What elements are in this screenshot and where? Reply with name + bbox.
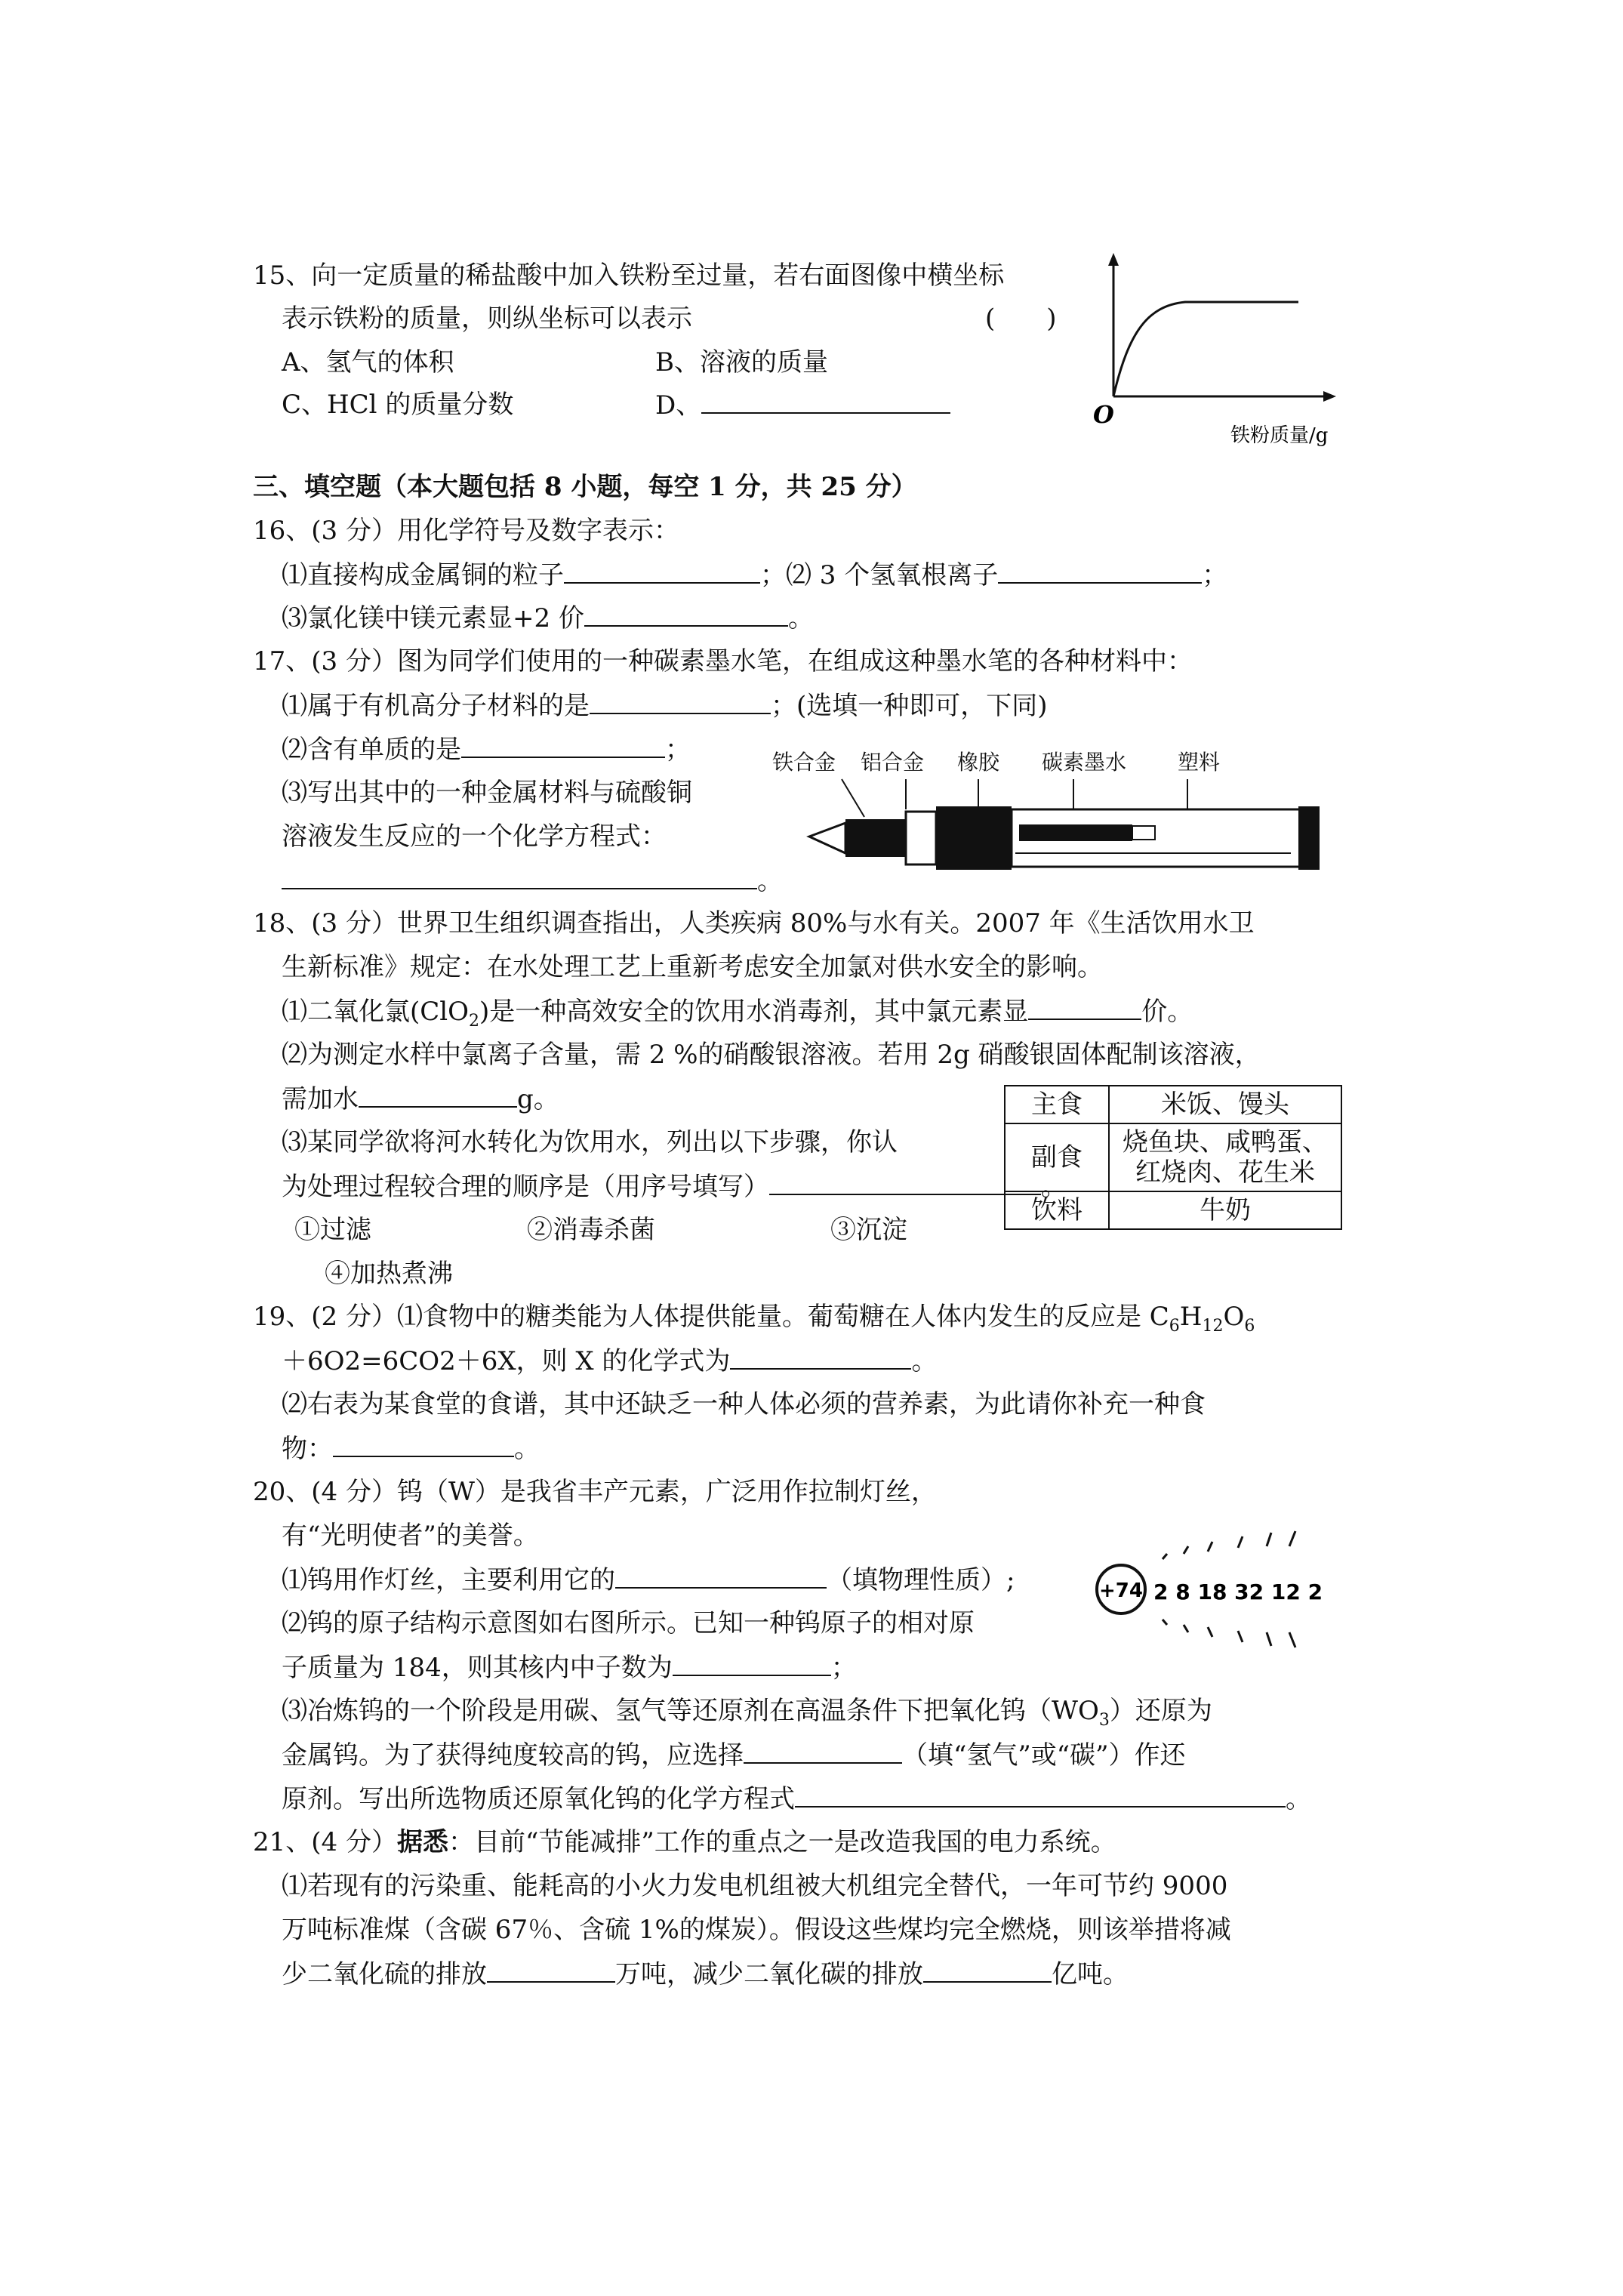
pen-ink-tube bbox=[1019, 824, 1132, 841]
q20-part2a: ⑵钨的原子结构示意图如右图所示。已知一种钨原子的相对原 bbox=[282, 1608, 975, 1638]
q15-blank-d[interactable] bbox=[701, 390, 950, 414]
q18-line1: 18、(3 分）世界卫生组织调查指出，人类疾病 80%与水有关。2007 年《生活饮用水卫 bbox=[253, 908, 1255, 938]
graph-origin-label: O bbox=[1093, 400, 1114, 429]
pen-label-ink: 碳素墨水 bbox=[1042, 750, 1127, 775]
menu-row-side bbox=[1005, 1123, 1341, 1191]
q20-line2: 有“光明使者”的美誉。 bbox=[282, 1521, 539, 1551]
q15-option-a: A、氢气的体积 bbox=[282, 347, 454, 378]
q15-answer-paren: ( ) bbox=[985, 304, 1057, 334]
graph-x-label: 铁粉质量/g bbox=[1230, 424, 1329, 447]
pen-aluminum-section bbox=[906, 812, 936, 864]
q20-blank-1[interactable] bbox=[615, 1564, 827, 1589]
q16-blank-1[interactable] bbox=[564, 559, 760, 584]
q21-blank-1[interactable] bbox=[487, 1959, 615, 1983]
q20-part1: ⑴钨用作灯丝，主要利用它的 （填物理性质）; bbox=[282, 1565, 1015, 1595]
q17-stem: 17、(3 分）图为同学们使用的一种碳素墨水笔，在组成这种墨水笔的各种材料中： bbox=[253, 646, 1193, 676]
q18-step1: ①过滤 bbox=[294, 1215, 371, 1245]
menu-table bbox=[1004, 1085, 1342, 1230]
q15-option-b: B、溶液的质量 bbox=[655, 347, 828, 378]
menu-cell-side-label: 副食 bbox=[1005, 1123, 1109, 1191]
q20-line1: 20、(4 分）钨（W）是我省丰产元素，广泛用作拉制灯丝， bbox=[253, 1477, 937, 1507]
pen-tip bbox=[809, 823, 845, 853]
q18-step4: ④加热煮沸 bbox=[325, 1259, 453, 1289]
q16-blank-2[interactable] bbox=[998, 559, 1202, 584]
q19-line2: ＋6O2=6CO2＋6X，则 X 的化学式为 。 bbox=[282, 1346, 938, 1376]
q18-blank-1[interactable] bbox=[1028, 996, 1141, 1020]
pen-iron-section bbox=[845, 819, 906, 857]
q18-part3a: ⑶某同学欲将河水转化为饮用水，列出以下步骤，你认 bbox=[282, 1127, 898, 1157]
q21-line4: 少二氧化硫的排放 万吨，减少二氧化碳的排放 亿吨。 bbox=[282, 1959, 1129, 1989]
q16-part1: ⑴直接构成金属铜的粒子 ；⑵ 3 个氢氧根离子 ； bbox=[282, 560, 1228, 590]
q20-blank-3[interactable] bbox=[744, 1740, 902, 1764]
q15-graph bbox=[1087, 249, 1359, 453]
q18-part3b: 为处理过程较合理的顺序是（用序号填写） 。 bbox=[282, 1172, 1067, 1202]
graph-y-arrow-icon bbox=[1108, 253, 1119, 266]
q19-part2-answer: 物： 。 bbox=[282, 1434, 540, 1464]
q19-part2: ⑵右表为某食堂的食谱，其中还缺乏一种人体必须的营养素，为此请你补充一种食 bbox=[282, 1389, 1206, 1419]
q17-part3b: 溶液发生反应的一个化学方程式： bbox=[282, 821, 667, 852]
q21-line2: ⑴若现有的污染重、能耗高的小火力发电机组被大机组完全替代，一年可节约 9000 bbox=[282, 1871, 1228, 1901]
q18-blank-3[interactable] bbox=[769, 1171, 1041, 1195]
q21-line3: 万吨标准煤（含碳 67％、含硫 1%的煤炭）。假设这些煤均完全燃烧，则该举措将减 bbox=[282, 1915, 1231, 1945]
q17-blank-2[interactable] bbox=[461, 734, 665, 758]
q16-blank-3[interactable] bbox=[584, 603, 788, 627]
q20-blank-2[interactable] bbox=[673, 1652, 831, 1676]
q20-blank-4[interactable] bbox=[795, 1783, 1286, 1808]
section3-title: 三、填空题（本大题包括 8 小题，每空 1 分，共 25 分） bbox=[253, 472, 917, 502]
q18-blank-2[interactable] bbox=[359, 1083, 517, 1108]
q16-part3: ⑶氯化镁中镁元素显+2 价 。 bbox=[282, 603, 814, 633]
q18-part2: ⑵为测定水样中氯离子含量，需 2 %的硝酸银溶液。若用 2g 硝酸银固体配制该溶液， bbox=[282, 1040, 1261, 1070]
pen-label-plastic: 塑料 bbox=[1178, 750, 1221, 775]
q17-blank-3[interactable] bbox=[282, 865, 757, 889]
menu-cell-staple-label: 主食 bbox=[1005, 1086, 1109, 1123]
q15-option-c: C、HCl 的质量分数 bbox=[282, 390, 514, 420]
menu-cell-side-value: 烧鱼块、咸鸭蛋、红烧肉、花生米 bbox=[1109, 1123, 1341, 1191]
q19-line1: 19、(2 分）⑴食物中的糖类能为人体提供能量。葡萄糖在人体内发生的反应是 $C_6H_{12}O_6$ bbox=[253, 1302, 1255, 1336]
tungsten-atom-diagram bbox=[1087, 1525, 1329, 1653]
menu-cell-drink-value: 牛奶 bbox=[1109, 1191, 1341, 1229]
pen-label-iron-alloy: 铁合金 bbox=[772, 750, 836, 775]
q20-part3a: ⑶冶炼钨的一个阶段是用碳、氢气等还原剂在高温条件下把氧化钨$(WO_3)$还原为 bbox=[282, 1696, 1212, 1730]
atom-shell-counts: 2 8 18 32 12 2 bbox=[1153, 1579, 1323, 1604]
q17-part3-answer: 。 bbox=[282, 865, 783, 896]
q20-part2b: 子质量为 184，则其核内中子数为 ； bbox=[282, 1653, 857, 1683]
q18-step2: ②消毒杀菌 bbox=[527, 1215, 655, 1245]
q17-part2: ⑵含有单质的是 ； bbox=[282, 735, 691, 765]
q21-line1: 21、(4 分）据悉：目前“节能减排”工作的重点之一是改造我国的电力系统。 bbox=[253, 1827, 1116, 1857]
menu-cell-staple-value: 米饭、馒头 bbox=[1109, 1086, 1341, 1123]
q18-part2-answer: 需加水 g。 bbox=[282, 1084, 559, 1114]
q20-part3b: 金属钨。为了获得纯度较高的钨，应选择 （填“氢气”或“碳”）作还 bbox=[282, 1740, 1186, 1771]
pen-illustration bbox=[800, 778, 1329, 876]
q21-blank-2[interactable] bbox=[923, 1959, 1052, 1983]
q15-option-d: D、 bbox=[655, 390, 950, 421]
pen-rubber-grip bbox=[936, 806, 1012, 870]
pen-cap-end bbox=[1298, 806, 1320, 870]
menu-cell-drink-label: 饮料 bbox=[1005, 1191, 1109, 1229]
q18-step3: ③沉淀 bbox=[830, 1215, 907, 1245]
q18-line2: 生新标准》规定：在水处理工艺上重新考虑安全加氯对供水安全的影响。 bbox=[282, 952, 1103, 982]
pen-label-rubber: 橡胶 bbox=[957, 750, 1000, 775]
graph-x-arrow-icon bbox=[1323, 391, 1336, 402]
atom-nucleus-charge: +74 bbox=[1099, 1579, 1143, 1602]
q16-stem: 16、(3 分）用化学符号及数字表示： bbox=[253, 516, 679, 546]
q15-line2: 表示铁粉的质量，则纵坐标可以表示 bbox=[282, 304, 692, 334]
menu-row-staple bbox=[1005, 1086, 1341, 1123]
menu-row-drink bbox=[1005, 1191, 1341, 1229]
q20-part3c: 原剂。写出所选物质还原氧化钨的化学方程式 。 bbox=[282, 1784, 1311, 1814]
q18-part1: ⑴二氧化氯(ClO$_2$)是一种高效安全的饮用水消毒剂，其中氯元素显 价。 bbox=[282, 997, 1193, 1031]
q17-part3a: ⑶写出其中的一种金属材料与硫酸铜 bbox=[282, 778, 692, 808]
pen-label-aluminum-alloy: 铝合金 bbox=[861, 750, 925, 775]
q15-line1: 15、向一定质量的稀盐酸中加入铁粉至过量，若右面图像中横坐标 bbox=[253, 260, 1005, 291]
graph-curve bbox=[1113, 302, 1298, 396]
q19-blank-1[interactable] bbox=[730, 1345, 911, 1370]
q17-part1: ⑴属于有机高分子材料的是 ；(选填一种即可，下同) bbox=[282, 691, 1048, 721]
q17-blank-1[interactable] bbox=[590, 690, 771, 714]
q19-blank-2[interactable] bbox=[333, 1433, 514, 1457]
